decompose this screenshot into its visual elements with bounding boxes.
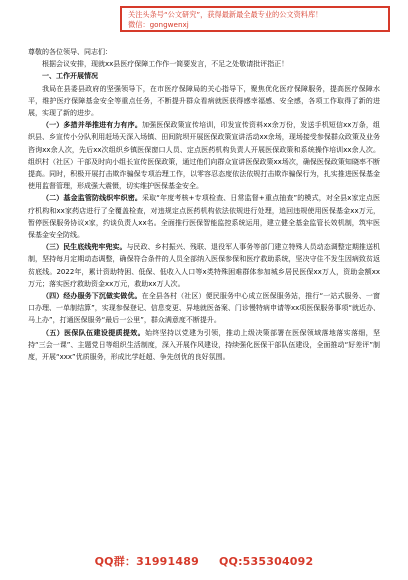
section-1-title: 一、工作开展情况 — [42, 72, 98, 81]
banner-line-1: 关注头条号“公文研究”，获得最新最全最专业的公文资料库！ — [128, 10, 323, 19]
subsection-5-text: 始终坚持以党建为引领，推动上级决策部署在医保领域落地落实落细，坚持“三会一课”、主题党日等组织生活制度，深入开展作风建设，持续强化医保干部队伍建设，全面推动“好差评”制度，开展“xxx”优质服务，形成比学赶超、争先创优的良好氛围。 — [28, 328, 381, 362]
document-body — [28, 46, 380, 540]
promo-banner — [120, 6, 390, 32]
contact-footer — [0, 552, 408, 572]
intro-paragraph: 根据会议安排，现就xx县医疗保障工作作一简要发言，不足之处敬请批评指正！ — [42, 60, 289, 69]
subsection-3 — [28, 241, 380, 290]
subsection-1-text: 加强医保政策宣传培训，印发宣传资料xx余万份，发送手机短信xx万条，组织县、乡宣传小分队利用赶场天深入场镇、田间院坝开展医保政策宣讲活动xx余场，现场接受参保群众政策及业务咨询xx余人次，先后xx次组织乡镇医保窗口人员、定点医药机构负责人开展医保政策和系统操作培训xx余人次。组织村（社区）干部及时向小组长宣传医保政策，通过他们向群众宣讲医保政策xx场次，确保医保政策知晓率不断提高。同时，积极开展打击欺诈骗保专项治理工作，以零容忍态度依法依规打击欺诈骗保行为，扎实推进医保基金使用监督管理，形成强大震慑，切实维护医保基金安全。 — [28, 121, 381, 191]
subsection-4-title: （四）经办服务下沉做实做优。 — [42, 292, 142, 301]
salutation: 尊敬的各位领导、同志们： — [28, 48, 112, 56]
subsection-5-title: （五）医保队伍建设提质提效。 — [42, 328, 145, 337]
subsection-1 — [28, 119, 380, 192]
subsection-3-text: 与民政、乡村振兴、残联、退役军人事务等部门建立特殊人员动态调整定期推送机制，坚持每月定期动态调整，确保符合条件的人员全部纳入医保参保和医疗救助系统，坚决守住不发生因病致贫返贫底线。2022年，累计资助特困、低保、低收入人口等x类特殊困难群体参加城乡居民医保xx万人，资助金额xx万元；落实医疗救助资金xx万元，救助xx万人次。 — [28, 243, 381, 288]
banner-line-2: 微信：gongwenxj — [128, 20, 189, 29]
subsection-5 — [28, 327, 380, 364]
qq-number: QQ:535304092 — [218, 555, 314, 568]
subsection-2 — [28, 192, 380, 241]
subsection-2-title: （二）基金监管防线织牢织密。 — [42, 194, 143, 203]
subsection-2-text: 采取“年度考核+专项检查、日常监督+重点抽查”的模式，对全县x家定点医疗机构和xx家药店进行了全覆盖检查，对违规定点医药机构依法依规进行处理，追回违规使用医保基金xx万元，暂停医保服务协议x家，约谈负责人xx名。全面推行医保智能监控系统运用，建立健全基金监管长效机制，筑牢医保基金安全防线。 — [28, 194, 380, 240]
qq-group: QQ群：31991489 — [94, 555, 199, 568]
subsection-1-title: （一）多措并举推进有力有序。 — [42, 121, 142, 130]
subsection-4-text: 在全县各村（社区）便民服务中心成立医保服务站，推行“一站式服务、一窗口办理、一单制结算”，实现参保登记、信息变更、异地就医备案、门诊慢特病申请等xx项医保服务事项“就近办、马上办”，打通医保服务“最后一公里”，群众满意度不断提升。 — [28, 292, 380, 325]
subsection-3-title: （三）民生底线兜牢兜实。 — [42, 243, 127, 252]
subsection-4 — [28, 290, 380, 327]
section-1-paragraph: 我局在县委县政府的坚强领导下，在市医疗保障局的关心指导下，聚焦优化医疗保障服务，提高医疗保障水平，维护医疗保障基金安全等重点任务，不断提升群众看病就医获得感幸福感、安全感，各项工作取得了新的进展，实现了新的进步。 — [28, 84, 380, 118]
